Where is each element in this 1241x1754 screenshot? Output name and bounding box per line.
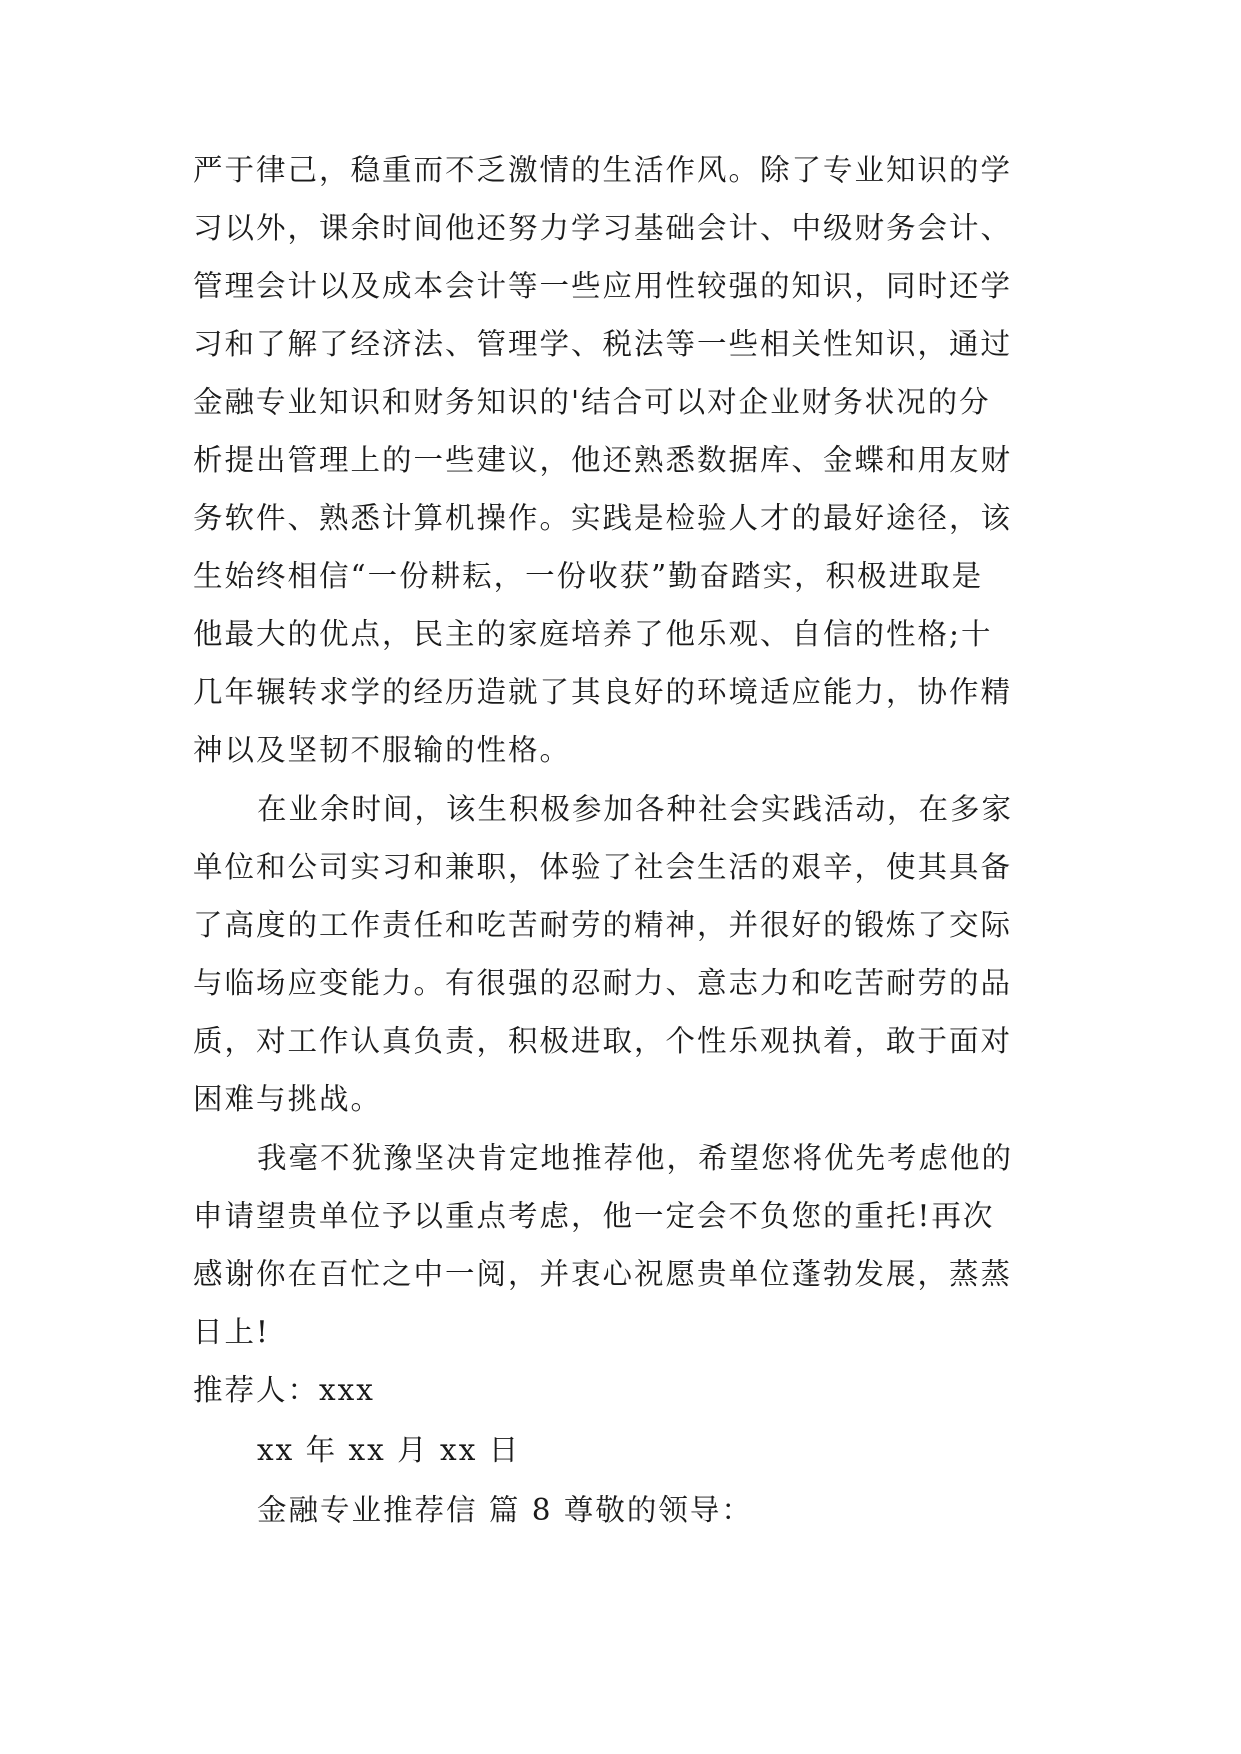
paragraph-line: 他最大的优点，民主的家庭培养了他乐观、自信的性格;十 bbox=[193, 617, 993, 651]
paragraph-line: 感谢你在百忙之中一阅，并衷心祝愿贵单位蓬勃发展，蒸蒸 bbox=[193, 1257, 1013, 1291]
paragraph-line: 申请望贵单位予以重点考虑，他一定会不负您的重托!再次 bbox=[193, 1199, 995, 1233]
paragraph-line: 与临场应变能力。有很强的忍耐力、意志力和吃苦耐劳的品 bbox=[193, 966, 1013, 1000]
date-line: xx 年 xx 月 xx 日 bbox=[257, 1433, 521, 1467]
paragraph-line: 在业余时间，该生积极参加各种社会实践活动，在多家 bbox=[257, 792, 1014, 826]
paragraph-line: 质，对工作认真负责，积极进取，个性乐观执着，敢于面对 bbox=[193, 1024, 1013, 1058]
paragraph-line: 析提出管理上的一些建议，他还熟悉数据库、金蝶和用友财 bbox=[193, 443, 1013, 477]
paragraph-line: 务软件、熟悉计算机操作。实践是检验人才的最好途径，该 bbox=[193, 501, 1013, 535]
section-heading: 金融专业推荐信 篇 8 尊敬的领导： bbox=[257, 1493, 753, 1527]
paragraph-line: 习和了解了经济法、管理学、税法等一些相关性知识，通过 bbox=[193, 327, 1013, 361]
paragraph-line: 生始终相信“一份耕耘，一份收获”勤奋踏实，积极进取是 bbox=[193, 559, 984, 593]
paragraph-line: 我毫不犹豫坚决肯定地推荐他，希望您将优先考虑他的 bbox=[257, 1141, 1014, 1175]
paragraph-line: 管理会计以及成本会计等一些应用性较强的知识，同时还学 bbox=[193, 269, 1013, 303]
paragraph-line: 习以外，课余时间他还努力学习基础会计、中级财务会计、 bbox=[193, 211, 1013, 245]
paragraph-line: 几年辗转求学的经历造就了其良好的环境适应能力，协作精 bbox=[193, 675, 1013, 709]
recommender-line: 推荐人：xxx bbox=[193, 1373, 375, 1407]
paragraph-line: 神以及坚韧不服输的性格。 bbox=[193, 733, 572, 767]
paragraph-line: 了高度的工作责任和吃苦耐劳的精神，并很好的锻炼了交际 bbox=[193, 908, 1013, 942]
paragraph-line: 金融专业知识和财务知识的'结合可以对企业财务状况的分 bbox=[193, 385, 991, 419]
paragraph-line: 日上! bbox=[193, 1315, 270, 1349]
paragraph-line: 困难与挑战。 bbox=[193, 1082, 383, 1116]
paragraph-line: 单位和公司实习和兼职，体验了社会生活的艰辛，使其具备 bbox=[193, 850, 1013, 884]
paragraph-line: 严于律己，稳重而不乏激情的生活作风。除了专业知识的学 bbox=[193, 153, 1013, 187]
